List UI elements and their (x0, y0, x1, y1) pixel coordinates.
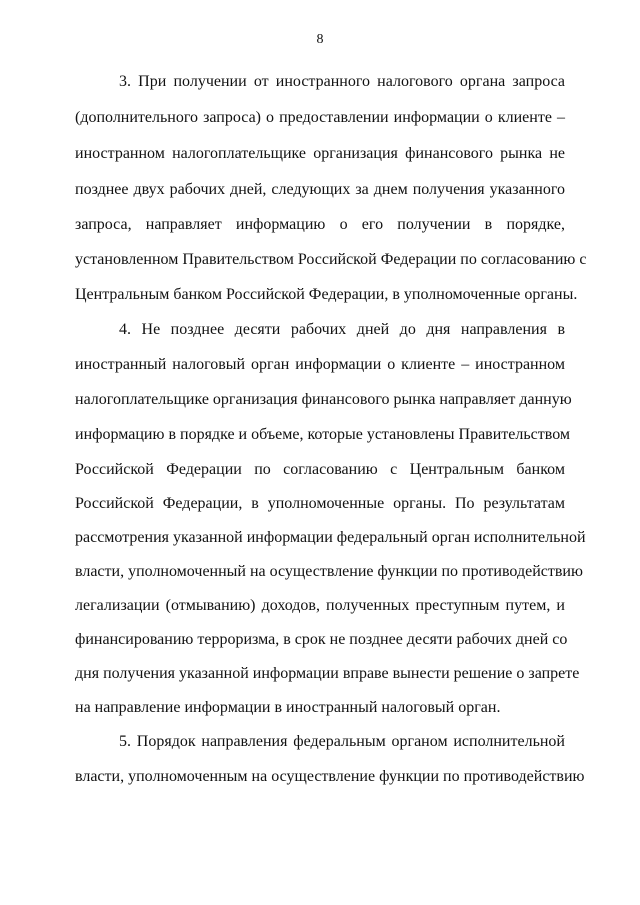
paragraph-5-line-1: 5. Порядок направления федеральным органом исполнительной (119, 733, 565, 750)
paragraph-4-line-8: власти, уполномоченный на осуществление функции по противодействию (75, 563, 583, 580)
paragraph-3-line-1: 3. При получении от иностранного налогового органа запроса (119, 73, 565, 90)
paragraph-4-line-10: финансированию терроризма, в срок не позднее десяти рабочих дней со (75, 631, 568, 648)
paragraph-4-line-2: иностранный налоговый орган информации о клиенте – иностранном (75, 356, 565, 373)
paragraph-4-line-1: 4. Не позднее десяти рабочих дней до дня направления в (119, 321, 565, 338)
paragraph-4-line-3: налогоплательщике организация финансового рынка направляет данную (75, 391, 572, 408)
paragraph-4-line-11: дня получения указанной информации вправе вынести решение о запрете (75, 665, 580, 682)
paragraph-4-line-5: Российской Федерации по согласованию с Центральным банком (75, 461, 565, 478)
paragraph-4-line-4: информацию в порядке и объеме, которые установлены Правительством (75, 426, 571, 443)
paragraph-3-line-2: (дополнительного запроса) о предоставлении информации о клиенте – (75, 109, 565, 126)
page-number: 8 (316, 32, 324, 47)
paragraph-4-line-9: легализации (отмыванию) доходов, полученных преступным путем, и (75, 597, 565, 614)
paragraph-4-line-7: рассмотрения указанной информации федеральный орган исполнительной (75, 529, 586, 546)
paragraph-4-line-12: на направление информации в иностранный налоговый орган. (75, 699, 501, 716)
paragraph-3-line-5: запроса, направляет информацию о его получении в порядке, (75, 216, 565, 233)
paragraph-3-line-4: позднее двух рабочих дней, следующих за днем получения указанного (75, 181, 565, 198)
paragraph-3-line-6: установленном Правительством Российской Федерации по согласованию с (75, 251, 587, 268)
paragraph-5-line-2: власти, уполномоченным на осуществление функции по противодействию (75, 768, 585, 785)
paragraph-4-line-6: Российской Федерации, в уполномоченные органы. По результатам (75, 495, 565, 512)
paragraph-3-line-3: иностранном налогоплательщике организация финансового рынка не (75, 145, 565, 162)
paragraph-3-line-7: Центральным банком Российской Федерации, в уполномоченные органы. (75, 286, 578, 303)
